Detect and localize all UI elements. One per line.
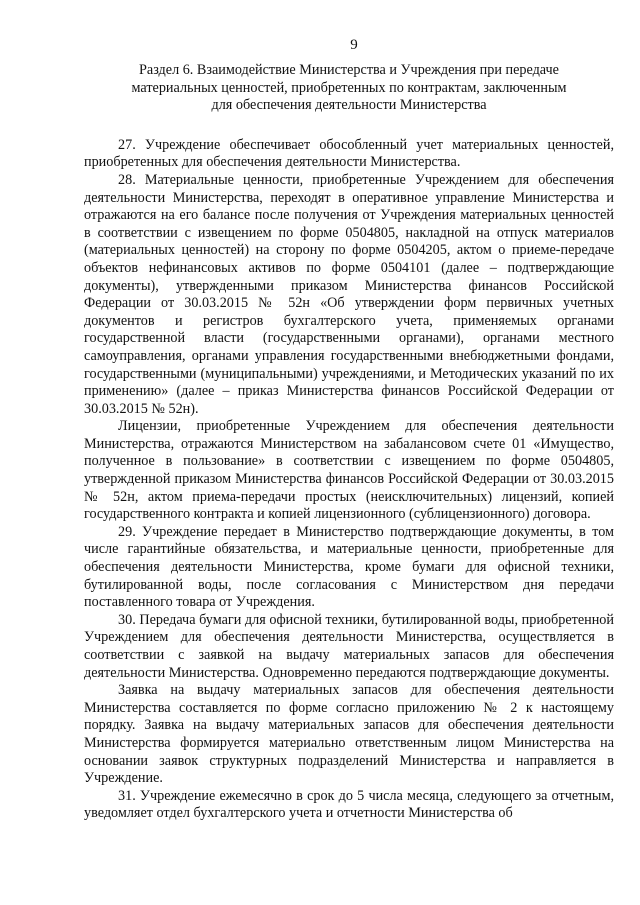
paragraph-27: 27. Учреждение обеспечивает обособленный учет материальных ценностей, приобретенных для обеспечения деятельности Министерства.: [84, 136, 614, 171]
page-number: 9: [350, 37, 358, 53]
paragraph-30: 30. Передача бумаги для офисной техники, бутилированной воды, приобретенной Учреждением для обеспечения деятельности Министерства, осуществляется в соответствии с заявкой на выдачу материальных запасов для обеспечения деятельности Министерства. Одновременно передаются подтверждающие документы.: [84, 611, 614, 681]
paragraph-29: 29. Учреждение передает в Министерство подтверждающие документы, в том числе гарантийные обязательства, и материальные ценности, приобретенные для обеспечения деятельности Министерства, кроме бумаги для офисной техники, бутилированной воды, после согласования с Министерством дня передачи поставленного товара от Учреждения.: [84, 523, 614, 611]
section-title: [84, 62, 614, 115]
section-title-line-3: для обеспечения деятельности Министерства: [211, 97, 487, 114]
paragraph-request: Заявка на выдачу материальных запасов для обеспечения деятельности Министерства составляется по форме согласно приложению № 2 к настоящему порядку. Заявка на выдачу материальных запасов для обеспечения деятельности Министерства формируется материально ответственным лицом Министерства на основании заявок структурных подразделений Министерства и направляется в Учреждение.: [84, 682, 614, 787]
section-title-line-1: Раздел 6. Взаимодействие Министерства и Учреждения при передаче: [139, 62, 559, 78]
section-title-line-2: материальных ценностей, приобретенных по контрактам, заключенным: [131, 79, 567, 96]
paragraph-licenses: Лицензии, приобретенные Учреждением для обеспечения деятельности Министерства, отражаются Министерством на забалансовом счете 01 «Имущество, полученное в пользование» в соответствии с извещением по форме 0504805, утвержденной приказом Министерства финансов Российской Федерации от 30.03.2015 № 52н, актом приема-передачи простых (неисключительных) лицензий, копией государственного контракта и копией лицензионного (сублицензионного) договора.: [84, 418, 614, 523]
paragraph-28: 28. Материальные ценности, приобретенные Учреждением для обеспечения деятельности Министерства, переходят в оперативное управление Министерства и отражаются на его балансе после получения от Учреждения материальных ценностей в соответствии с извещением по форме 0504805, накладной на отпуск материалов (материальных ценностей) на сторону по форме 0504205, актом о приеме-передаче объектов нефинансовых активов по форме 0504101 (далее – подтверждающие документы), утвержденными приказом Министерства финансов Российской Федерации от 30.03.2015 № 52н «Об утверждении форм первичных учетных документов и регистров бухгалтерского учета, применяемых органами государственной власти (государственными органами), органами местного самоуправления, органами управления государственными внебюджетными фондами, государственными (муниципальными) учреждениями, и Методических указаний по их применению» (далее – приказ Министерства финансов Российской Федерации от 30.03.2015 № 52н).: [84, 171, 614, 417]
paragraph-31: 31. Учреждение ежемесячно в срок до 5 числа месяца, следующего за отчетным, уведомляет отдел бухгалтерского учета и отчетности Министерства об: [84, 787, 614, 822]
